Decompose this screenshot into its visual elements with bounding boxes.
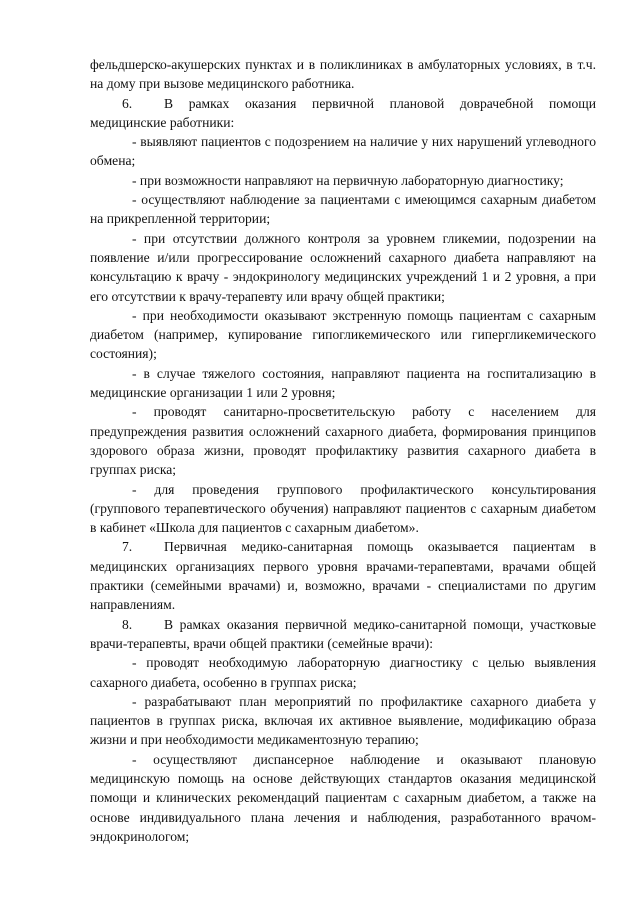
numbered-paragraph-6 <box>90 94 596 133</box>
bullet-item: - в случае тяжелого состояния, направляют пациента на госпитализацию в медицинские организации 1 или 2 уровня; <box>90 365 596 401</box>
paragraph-number: 8. <box>122 616 133 632</box>
bullet-item: - для проведения группового профилактического консультирования (группового терапевтического обучения) направляют пациентов с сахарным диабетом в кабинет «Школа для пациентов с сахарным диабетом». <box>90 481 596 536</box>
bullet-item: - разрабатывают план мероприятий по профилактике сахарного диабета у пациентов в группах риска, включая их активное выявление, модификацию образа жизни и при необходимости медикаментозную терапию; <box>90 693 596 748</box>
numbered-paragraph-8 <box>90 615 596 654</box>
bullet-item: - при необходимости оказывают экстренную помощь пациентам с сахарным диабетом (например, купирование гипогликемического или гипергликемического состояния); <box>90 307 596 362</box>
bullet-item: - проводят санитарно-просветительскую работу с населением для предупреждения развития осложнений сахарного диабета, формирования принципов здорового образа жизни, проводят профилактику развития сахарного диабета в группах риска; <box>90 404 596 478</box>
numbered-paragraph-7 <box>90 537 596 614</box>
paragraph-text: В рамках оказания первичной плановой доврачебной помощи медицинские работники: <box>90 95 596 130</box>
paragraph-number: 6. <box>122 95 133 111</box>
bullet-item: - осуществляют диспансерное наблюдение и оказывают плановую медицинскую помощь на основе действующих стандартов оказания медицинской помощи и клинических рекомендаций пациентам с сахарным диабетом, а также на основе индивидуального плана лечения и наблюдения, разработанного врачом-эндокринологом; <box>90 751 596 844</box>
document-body <box>90 55 596 846</box>
bullet-item: - при возможности направляют на первичную лабораторную диагностику; <box>132 172 564 188</box>
bullet-item: - при отсутствии должного контроля за уровнем гликемии, подозрении на появление и/или прогрессирование осложнений сахарного диабета направляют на консультацию к врачу - эндокринологу медицинских учреждений 1 и 2 уровня, а при его отсутствии к врачу-терапевту или врачу общей практики; <box>90 230 596 304</box>
paragraph-text: Первичная медико-санитарная помощь оказывается пациентам в медицинских организациях первого уровня врачами-терапевтами, врачами общей практики (семейными врачами) и, возможно, врачами - специалистами по другим направлениям. <box>90 539 596 613</box>
bullet-item: - осуществляют наблюдение за пациентами с имеющимся сахарным диабетом на прикрепленной территории; <box>90 192 596 227</box>
paragraph-text: В рамках оказания первичной медико-санитарной помощи, участковые врачи-терапевты, врачи общей практики (семейные врачи): <box>90 616 596 651</box>
bullet-item: - выявляют пациентов с подозрением на наличие у них нарушений углеводного обмена; <box>90 134 596 169</box>
bullet-item: - проводят необходимую лабораторную диагностику с целью выявления сахарного диабета, особенно в группах риска; <box>90 655 596 690</box>
paragraph-number: 7. <box>122 539 133 555</box>
paragraph-continuation: фельдшерско-акушерских пунктах и в поликлиниках в амбулаторных условиях, в т.ч. на дому при вызове медицинского работника. <box>90 57 596 92</box>
